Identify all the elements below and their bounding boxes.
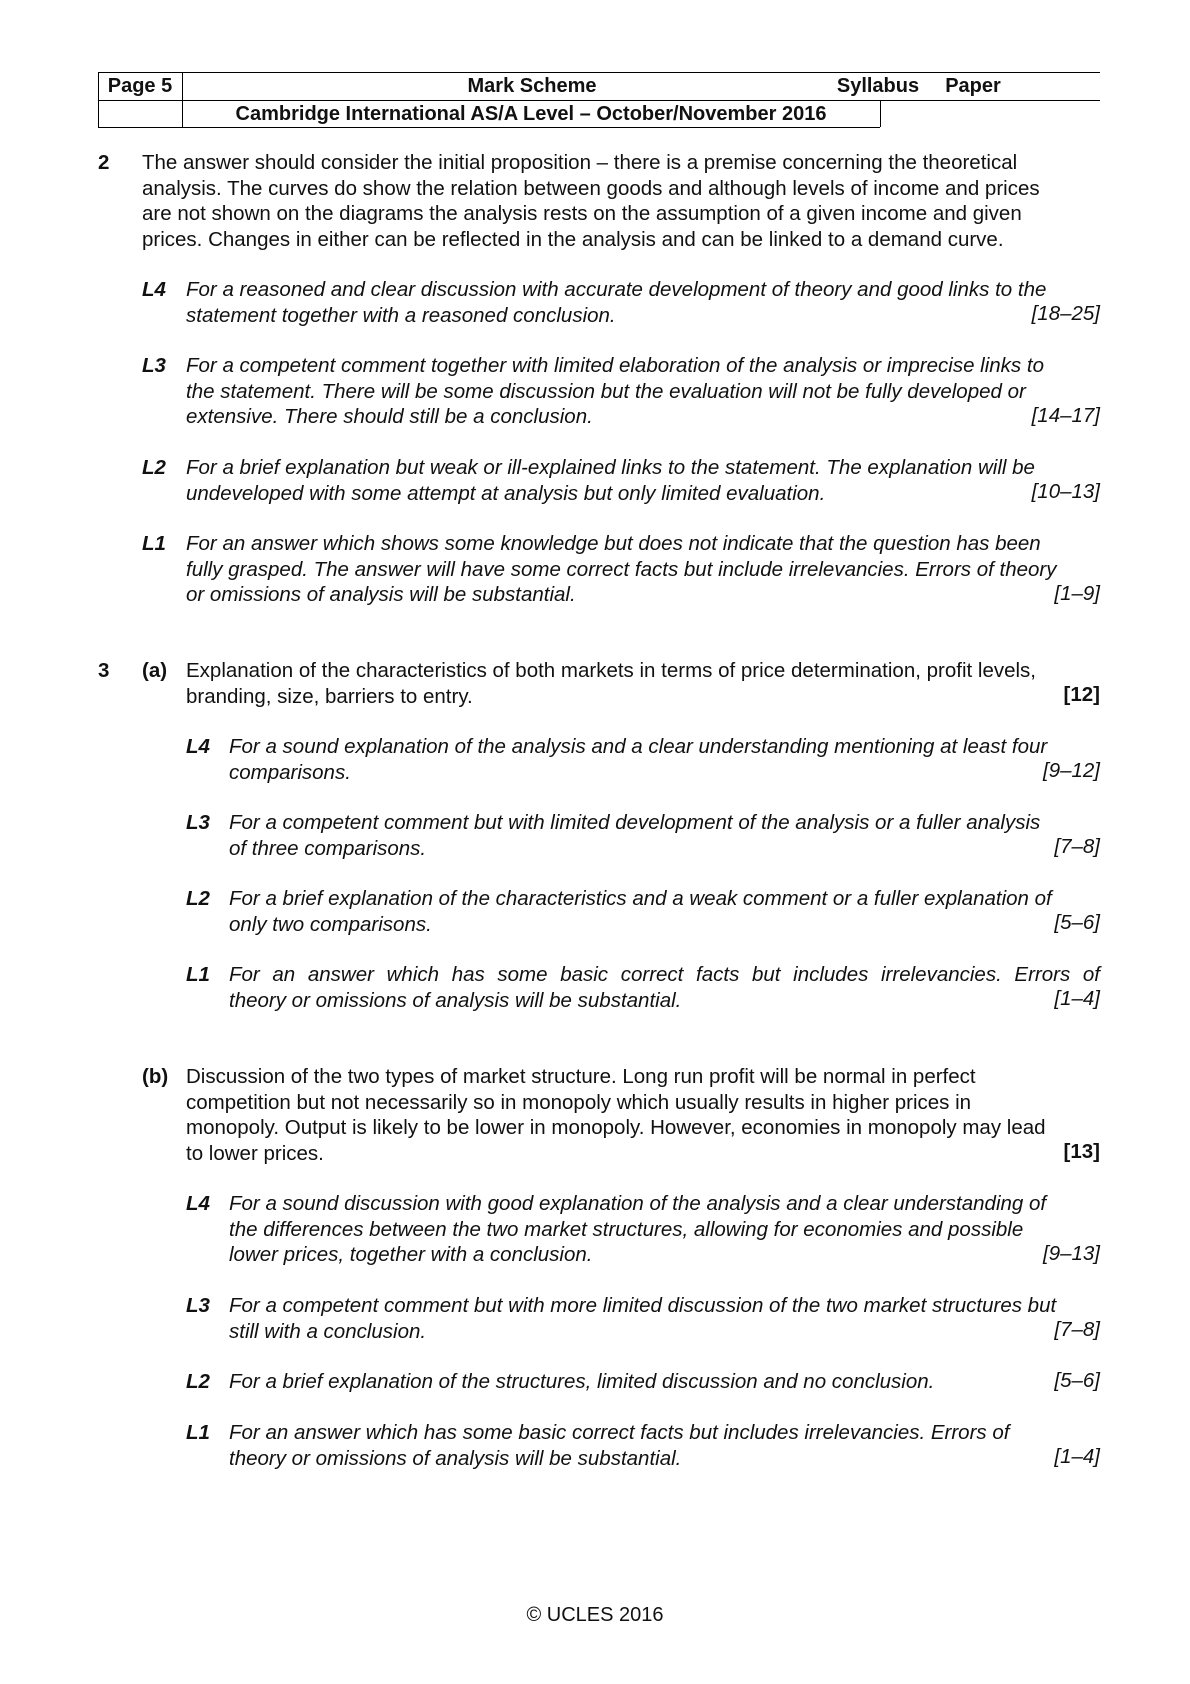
q3a-level-label: L1 (186, 963, 210, 986)
q3b-level-text (229, 1369, 1100, 1395)
q3a-level-line: For an answer which has some basic correct facts but includes irrelevancies. Errors of (229, 963, 1100, 986)
q2-intro-line: The answer should consider the initial proposition – there is a premise concerning the theoretical (142, 151, 1018, 174)
q2-level-line: For an answer which shows some knowledge but does not indicate that the question has been (186, 532, 1041, 555)
q3a-level-line: For a competent comment but with limited development of the analysis or a fuller analysis (229, 811, 1041, 834)
q3b-level-mark: [9–13] (1043, 1242, 1100, 1265)
q3b-level-line: For a brief explanation of the structures, limited discussion and no conclusion. (229, 1370, 935, 1393)
header-row-2 (98, 101, 880, 128)
q2-level-text (186, 531, 1100, 608)
q3a-level-mark: [7–8] (1054, 835, 1100, 858)
q2-level-text (186, 277, 1100, 328)
q3a-level-label: L3 (186, 811, 210, 834)
q3a-level-line: only two comparisons. (229, 912, 432, 936)
q3a-text (186, 658, 1100, 709)
q2-level-line: statement together with a reasoned conclusion. (186, 303, 616, 327)
copyright-footer: © UCLES 2016 (526, 1604, 664, 1626)
q3a-level-line: theory or omissions of analysis will be substantial. (229, 988, 682, 1012)
q2-level-line: undeveloped with some attempt at analysis but only limited evaluation. (186, 481, 826, 505)
q3a-line: Explanation of the characteristics of both markets in terms of price determination, profit levels, (186, 659, 1036, 682)
q3a-level-line: For a sound explanation of the analysis and a clear understanding mentioning at least four (229, 735, 1048, 758)
q3b-mark: [13] (1063, 1140, 1100, 1163)
q3b-level-label: L1 (186, 1421, 210, 1444)
q2-level-label: L1 (142, 532, 166, 555)
q3b-line: competition but not necessarily so in monopoly which usually results in higher prices in (186, 1090, 972, 1114)
q3b-level-line: For a sound discussion with good explanation of the analysis and a clear understanding of (229, 1192, 1047, 1215)
q2-level-mark: [18–25] (1031, 302, 1100, 325)
header-table (98, 72, 1100, 128)
q2-level-line: For a reasoned and clear discussion with accurate development of theory and good links to the (186, 278, 1047, 301)
q3b-level-line: still with a conclusion. (229, 1319, 427, 1343)
q2-level-mark: [10–13] (1031, 480, 1100, 503)
q3b-level-text (229, 1293, 1100, 1344)
q3a-level-text (229, 886, 1100, 937)
q3a-level-line: For a brief explanation of the characteristics and a weak comment or a fuller explanation of (229, 887, 1052, 910)
q2-level-text (186, 455, 1100, 506)
q2-level-label: L2 (142, 456, 166, 479)
q3b-text (186, 1064, 1100, 1166)
q2-intro-line: analysis. The curves do show the relation between goods and although levels of income and prices (142, 176, 1040, 200)
q2-level-line: fully grasped. The answer will have some correct facts but include irrelevancies. Errors of theory (186, 557, 1057, 581)
q3a-label: (a) (142, 659, 168, 682)
q3a-level-text (229, 810, 1100, 861)
q3a-mark: [12] (1063, 683, 1100, 706)
q3b-level-line: For a competent comment but with more limited discussion of the two market structures but (229, 1294, 1057, 1317)
question-2-intro (142, 150, 1100, 252)
q3b-level-label: L3 (186, 1294, 210, 1317)
q3a-level-line: comparisons. (229, 760, 351, 784)
q2-level-line: extensive. There should still be a conclusion. (186, 405, 593, 428)
q3b-level-line: For an answer which has some basic correct facts but includes irrelevancies. Errors of (229, 1421, 1010, 1444)
q2-level-line: or omissions of analysis will be substantial. (186, 583, 576, 606)
header-row-1 (98, 72, 1100, 101)
q3b-level-label: L2 (186, 1370, 210, 1393)
q3a-level-mark: [9–12] (1043, 759, 1100, 782)
q2-level-mark: [14–17] (1031, 404, 1100, 427)
q3a-level-mark: [5–6] (1054, 911, 1100, 934)
q3b-level-mark: [1–4] (1054, 1445, 1100, 1468)
q3a-level-label: L4 (186, 735, 210, 758)
question-number-2: 2 (98, 151, 110, 174)
q3b-level-mark: [7–8] (1054, 1318, 1100, 1341)
q3b-level-text (229, 1420, 1100, 1471)
q3a-line: branding, size, barriers to entry. (186, 684, 473, 708)
q2-level-label: L3 (142, 354, 166, 377)
q2-level-line: For a competent comment together with limited elaboration of the analysis or imprecise links to (186, 354, 1044, 377)
header-syllabus: Syllabus (836, 75, 920, 97)
q2-level-line: the statement. There will be some discussion but the evaluation will not be fully developed or (186, 379, 1026, 403)
q3b-level-line: theory or omissions of analysis will be substantial. (229, 1446, 682, 1470)
q3a-level-label: L2 (186, 887, 210, 910)
q3b-line: monopoly. Output is likely to be lower in monopoly. However, economies in monopoly may lead (186, 1116, 1046, 1139)
q3b-level-text (229, 1191, 1100, 1268)
q3b-line: to lower prices. (186, 1141, 324, 1165)
q3a-level-text (229, 734, 1100, 785)
header-paper: Paper (945, 75, 1001, 97)
q3b-level-mark: [5–6] (1054, 1369, 1100, 1392)
q3a-level-line: of three comparisons. (229, 836, 427, 860)
q3b-line: Discussion of the two types of market structure. Long run profit will be normal in perfect (186, 1065, 976, 1088)
q2-level-label: L4 (142, 278, 166, 301)
q3b-level-line: the differences between the two market structures, allowing for economies and possible (229, 1217, 1024, 1241)
q3a-level-text (229, 962, 1100, 1013)
question-number-3: 3 (98, 659, 110, 682)
q2-intro-line: are not shown on the diagrams the analysis rests on the assumption of a given income and given (142, 202, 1022, 225)
q3b-level-label: L4 (186, 1192, 210, 1215)
q3b-level-line: lower prices, together with a conclusion. (229, 1243, 593, 1266)
q2-intro-line: prices. Changes in either can be reflected in the analysis and can be linked to a demand curve. (142, 227, 1004, 251)
q2-level-text (186, 353, 1100, 430)
q2-level-mark: [1–9] (1054, 582, 1100, 605)
header-title: Mark Scheme (467, 75, 597, 97)
page-number: Page 5 (107, 75, 173, 97)
header-subtitle: Cambridge International AS/A Level – October/November 2016 (235, 102, 827, 125)
q3b-label: (b) (142, 1065, 169, 1088)
q3a-level-mark: [1–4] (1054, 987, 1100, 1010)
q2-level-line: For a brief explanation but weak or ill-explained links to the statement. The explanation will be (186, 456, 1035, 479)
